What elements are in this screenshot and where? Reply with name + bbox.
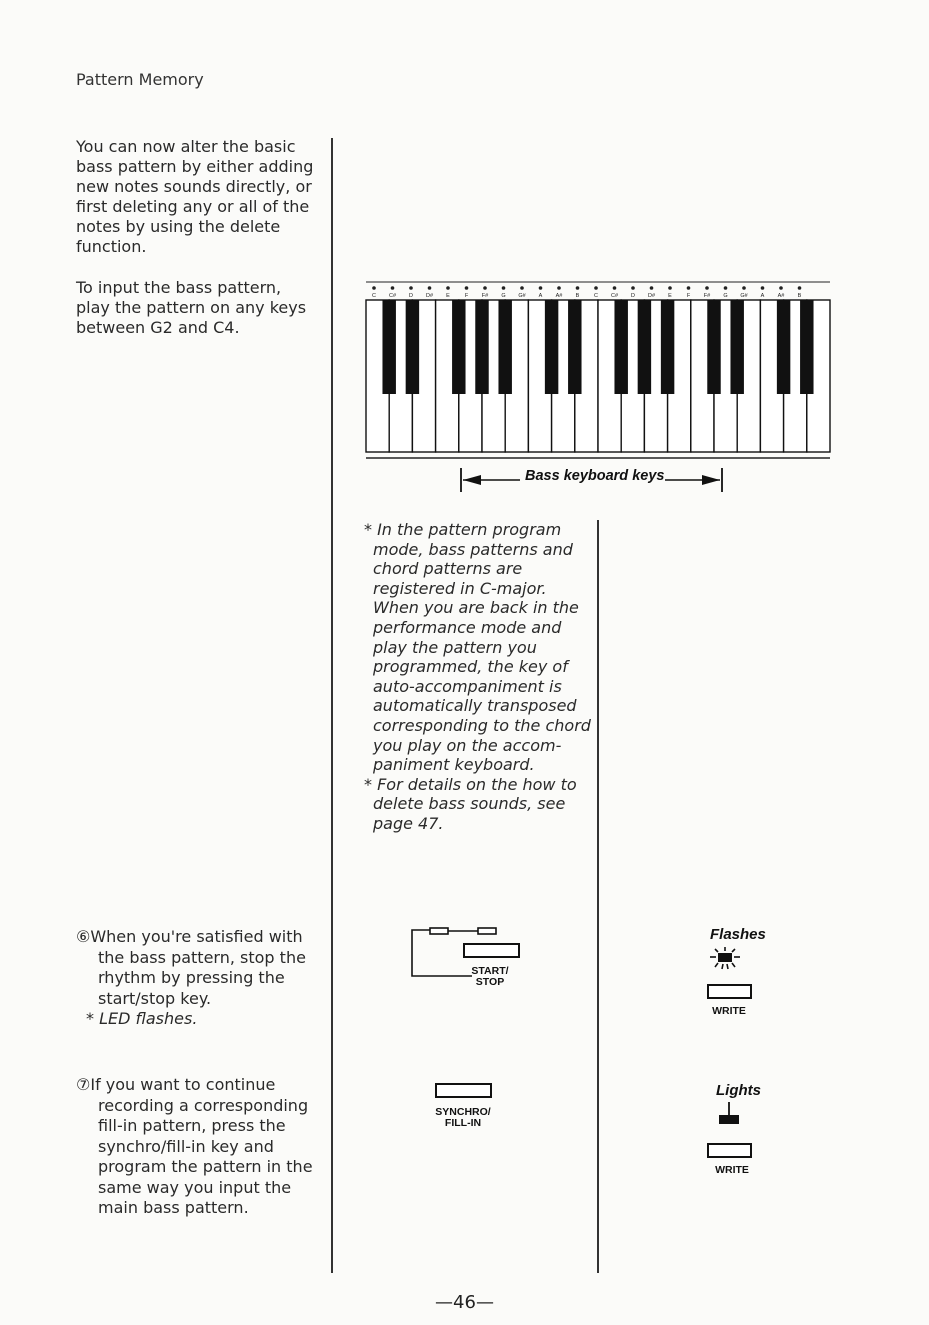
synchro-fill-in-button[interactable] bbox=[435, 1083, 492, 1098]
black-key bbox=[382, 300, 395, 394]
note-marker bbox=[372, 286, 376, 290]
note-name: A# bbox=[555, 293, 563, 299]
black-key bbox=[452, 300, 465, 394]
black-key bbox=[661, 300, 674, 394]
note-marker bbox=[650, 286, 654, 290]
note-marker bbox=[705, 286, 709, 290]
write-label-flashing: WRITE bbox=[712, 1005, 746, 1017]
column-divider-left bbox=[331, 138, 333, 1273]
start-stop-label: START/ STOP bbox=[471, 965, 509, 988]
note-marker bbox=[502, 286, 506, 290]
black-key bbox=[730, 300, 743, 394]
lights-caption: Lights bbox=[716, 1082, 761, 1099]
black-key bbox=[475, 300, 488, 394]
note-label-row bbox=[372, 286, 802, 299]
intro-paragraph: You can now alter the basic bass pattern by either adding new notes sounds directly, or first deleting any or all of the notes by using the delete function. bbox=[76, 137, 314, 256]
note-name: E bbox=[668, 293, 672, 299]
note-name: G# bbox=[740, 293, 748, 299]
write-button-lit[interactable] bbox=[707, 1143, 752, 1158]
note-name: F bbox=[464, 293, 469, 299]
note-name: F bbox=[686, 293, 691, 299]
flashes-caption: Flashes bbox=[710, 926, 766, 943]
note-marker bbox=[724, 286, 728, 290]
page-number: —46— bbox=[435, 1292, 494, 1313]
led-lit-icon bbox=[714, 1100, 744, 1126]
note-name: D bbox=[631, 293, 635, 299]
page-header: Pattern Memory bbox=[76, 70, 204, 89]
input-bass-paragraph: To input the bass pattern, play the pattern on any keys between G2 and C4. bbox=[76, 278, 307, 337]
pattern-mode-note: * In the pattern program mode, bass patterns and chord patterns are registered in C-major. When you are back in the performance mode and play the pattern you programmed, the key of auto-accompaniment is automatically transposed corresponding to the chord you play on the accom- paniment keyboard. * For details on the how to delete bass sounds, see page 47. bbox=[364, 520, 591, 833]
write-button-flashing[interactable] bbox=[707, 984, 752, 999]
write-label-lit: WRITE bbox=[715, 1164, 749, 1176]
black-key bbox=[800, 300, 813, 394]
column-divider-right bbox=[597, 520, 599, 1273]
note-marker bbox=[631, 286, 635, 290]
bass-keyboard-caption: Bass keyboard keys bbox=[525, 468, 665, 484]
note-marker bbox=[539, 286, 543, 290]
note-marker bbox=[613, 286, 617, 290]
note-marker bbox=[761, 286, 765, 290]
note-name: D# bbox=[425, 293, 434, 299]
black-key bbox=[545, 300, 558, 394]
led-flashing-icon bbox=[704, 945, 748, 975]
note-marker bbox=[779, 286, 783, 290]
note-name: C bbox=[372, 293, 376, 299]
step-6: ⑥When you're satisfied with the bass pattern, stop the rhythm by pressing the start/stop key. * LED flashes. bbox=[76, 927, 306, 1028]
synchro-fill-in-label: SYNCHRO/ FILL-IN bbox=[435, 1106, 491, 1129]
note-name: C bbox=[594, 293, 598, 299]
note-marker bbox=[520, 286, 524, 290]
note-marker bbox=[557, 286, 561, 290]
note-marker bbox=[428, 286, 432, 290]
note-marker bbox=[391, 286, 395, 290]
note-marker bbox=[446, 286, 450, 290]
black-key bbox=[638, 300, 651, 394]
black-key bbox=[498, 300, 511, 394]
note-marker bbox=[798, 286, 802, 290]
note-name: G bbox=[723, 293, 728, 299]
note-marker bbox=[465, 286, 469, 290]
note-marker bbox=[576, 286, 580, 290]
note-marker bbox=[483, 286, 487, 290]
note-name: C# bbox=[388, 293, 397, 299]
note-marker bbox=[742, 286, 746, 290]
note-name: E bbox=[446, 293, 450, 299]
black-key bbox=[777, 300, 790, 394]
note-name: G# bbox=[518, 293, 526, 299]
step-7: ⑦If you want to continue recording a corresponding fill-in pattern, press the synchro/fill-in key and program the pattern in the same way you input the main bass pattern. bbox=[76, 1075, 313, 1217]
note-name: D bbox=[409, 293, 413, 299]
bass-keyboard-diagram bbox=[360, 278, 836, 500]
note-name: F# bbox=[481, 293, 489, 299]
black-key bbox=[614, 300, 627, 394]
note-name: G bbox=[501, 293, 506, 299]
note-name: D# bbox=[647, 293, 656, 299]
black-key bbox=[707, 300, 720, 394]
note-name: B bbox=[797, 293, 802, 299]
start-stop-button[interactable] bbox=[463, 943, 520, 958]
white-keys bbox=[366, 300, 830, 452]
note-name: C# bbox=[610, 293, 619, 299]
note-name: F# bbox=[703, 293, 711, 299]
black-key bbox=[406, 300, 419, 394]
note-marker bbox=[594, 286, 598, 290]
note-marker bbox=[668, 286, 672, 290]
black-key bbox=[568, 300, 581, 394]
note-marker bbox=[687, 286, 691, 290]
note-marker bbox=[409, 286, 413, 290]
note-name: A bbox=[538, 293, 543, 299]
note-name: A# bbox=[777, 293, 785, 299]
note-name: A bbox=[760, 293, 765, 299]
note-name: B bbox=[575, 293, 580, 299]
